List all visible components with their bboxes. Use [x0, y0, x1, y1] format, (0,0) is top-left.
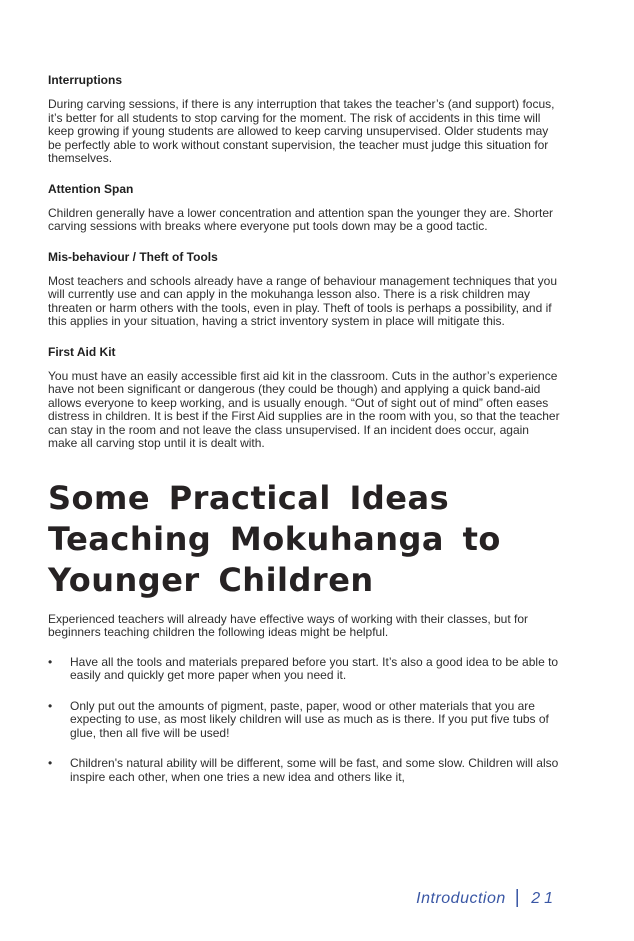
- bullet-text: Children's natural ability will be different, some will be fast, and some slow. Children will also inspire each other, when one tries a new idea and others like it,: [70, 756, 559, 784]
- section-paragraph-attention-span: Children generally have a lower concentration and attention span the younger they are. Shorter carving sessions with breaks where everyone put tools down may be a good tactic.: [48, 205, 553, 233]
- section-paragraph-misbehaviour: Most teachers and schools already have a range of behaviour management techniques that you will currently use and can apply in the mokuhanga lesson also. There is a risk children may threaten or harm others with the tools, even in play. Theft of tools is perhaps a possibility, and if this applies in your situation, having a strict inventory system in place will mitigate this.: [48, 273, 557, 328]
- page-footer: [416, 887, 557, 909]
- bullet-text: Have all the tools and materials prepared before you start. It’s also a good idea to be able to easily and quickly get more paper when you need it.: [70, 654, 559, 682]
- intro-paragraph: Experienced teachers will already have effective ways of working with their classes, but for beginners teaching children the following ideas might be helpful.: [48, 611, 529, 639]
- footer-separator: |: [514, 887, 521, 908]
- page-number: 21: [531, 890, 557, 907]
- section-heading-misbehaviour: Mis-behaviour / Theft of Tools: [48, 249, 218, 264]
- section-heading-first-aid: First Aid Kit: [48, 344, 116, 359]
- chapter-title-line-1: Some Practical Ideas: [48, 478, 450, 517]
- list-item: [48, 757, 560, 784]
- section-paragraph-interruptions: During carving sessions, if there is any interruption that takes the teacher’s (and support) focus, it’s better for all students to stop carving for the moment. The risk of accidents in this time will keep growing if young students are allowed to keep carving unsupervised. Older students may be perfectly able to work without constant supervision, the teacher must judge this situation for themselves.: [48, 97, 555, 165]
- bullet-icon: •: [48, 698, 53, 713]
- chapter-title: [48, 478, 560, 601]
- chapter-title-line-2: Teaching Mokuhanga to: [48, 519, 501, 558]
- page-content: [48, 73, 560, 801]
- bullet-text: Only put out the amounts of pigment, paste, paper, wood or other materials that you are expecting to use, as most likely children will use as much as is there. If you put five tubs of glue, then all five will be used!: [70, 698, 549, 740]
- list-item: [48, 656, 560, 683]
- footer-section-label: Introduction: [416, 890, 506, 907]
- bullet-icon: •: [48, 756, 53, 770]
- bullet-icon: •: [48, 654, 53, 669]
- tips-bullet-list: [48, 656, 560, 785]
- section-heading-attention-span: Attention Span: [48, 181, 134, 196]
- section-heading-interruptions: Interruptions: [48, 73, 122, 87]
- section-paragraph-first-aid: You must have an easily accessible first aid kit in the classroom. Cuts in the author’s experience have not been significant or dangerous (they could be though) and applying a quick band-aid allows everyone to keep working, and is usually enough. “Out of sight out of mind” often eases distress in children. It is best if the First Aid supplies are in the room with you, so that the teacher can stay in the room and not leave the class unsupervised. If an incident does occur, again make all carving stop until it is dealt with.: [48, 368, 560, 450]
- chapter-title-line-3: Younger Children: [48, 560, 374, 599]
- list-item: [48, 700, 560, 741]
